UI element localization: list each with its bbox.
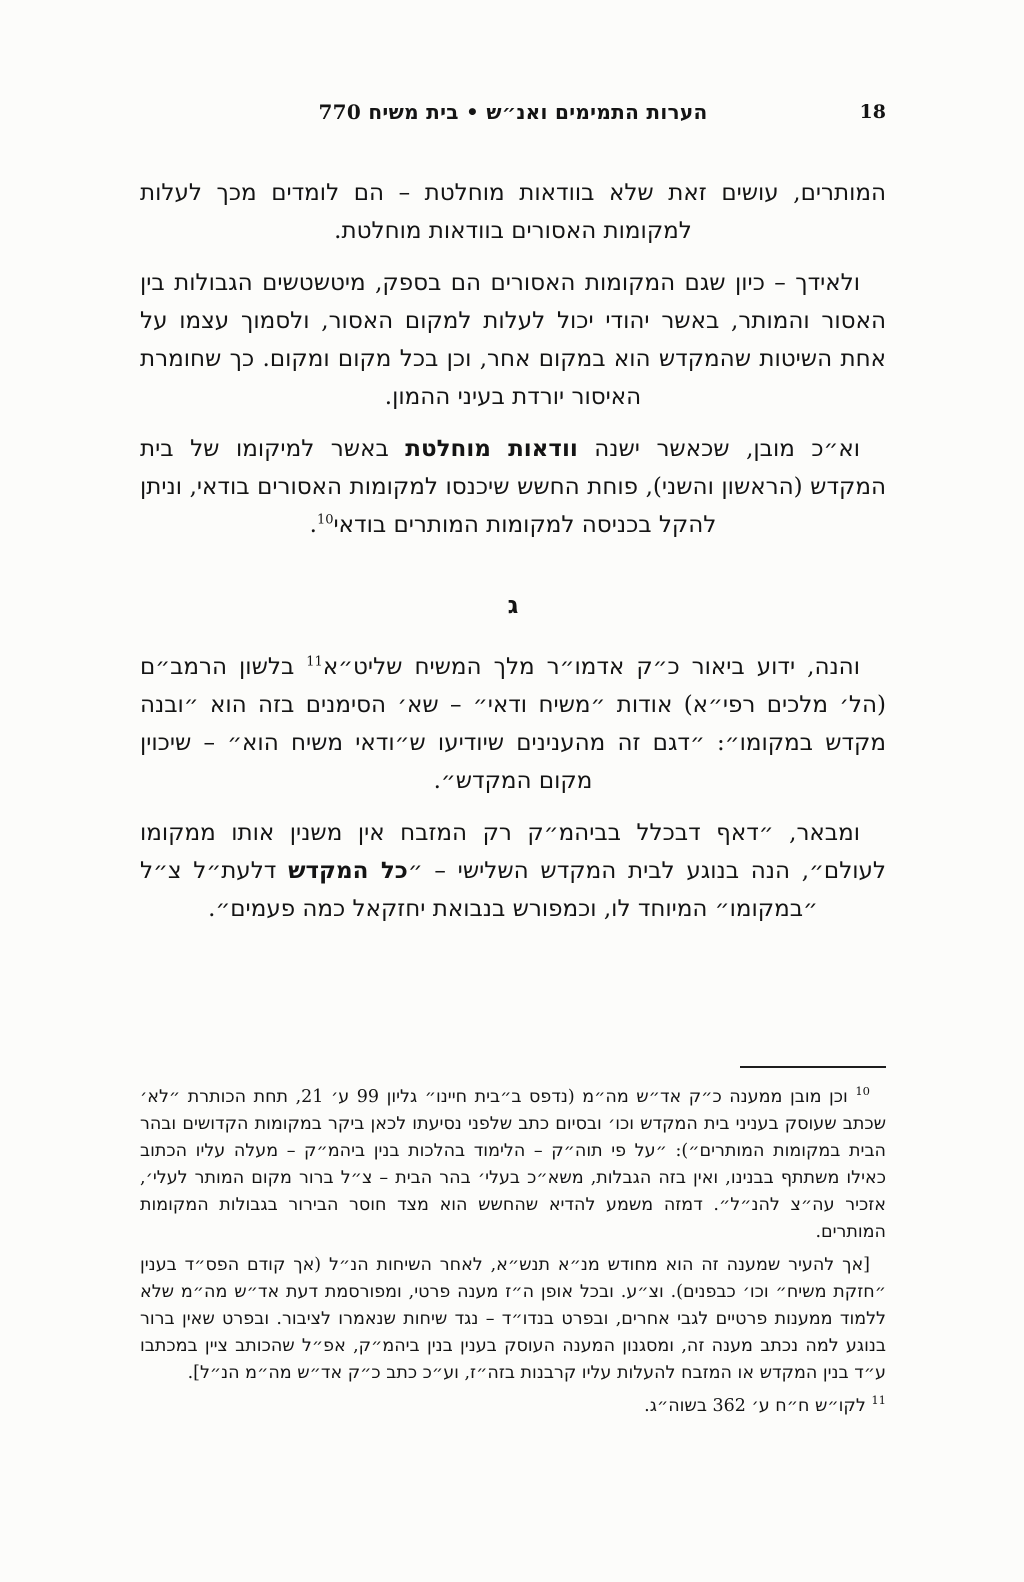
footnotes-section	[140, 1066, 886, 1420]
emphasized-text: כל המקדש	[288, 857, 408, 884]
text-segment: .	[309, 512, 317, 538]
footnote-reference-10: 10	[316, 512, 334, 528]
paragraph: ולאידך – כיון שגם המקומות האסורים הם בספק, מיטשטשים הגבולות בין האסור והמותר, באשר יהודי יכול לעלות למקום האסור, ולסמוך עצמו על אחת השיטות שהמקדש הוא במקום אחר, וכן בכל מקום ומקום. כך שחומרת האיסור יורדת בעיני ההמון.	[140, 270, 886, 410]
section-heading-gimel: ג	[507, 590, 519, 619]
paragraph	[140, 648, 886, 800]
page-number: 18	[859, 101, 886, 123]
paragraph	[140, 430, 886, 544]
emphasized-text: וודאות מוחלטת	[405, 435, 578, 462]
footnote-text: לקו״ש ח״ח ע׳ 362 בשוה״ג.	[644, 1396, 872, 1416]
text-segment: והנה, ידוע ביאור כ״ק אדמו״ר מלך המשיח שליט״א	[322, 654, 860, 680]
footnote-10-bracketed-note: [אך להעיר שמענה זה הוא מחודש מנ״א תנש״א, לאחר השיחות הנ״ל (אך קודם הפס״ד בענין ״חזקת משיח״ וכו׳ כבפנים). וצ״ע. ובכל אופן ה״ז מענה פרטי, ומפורסמת דעת אד״ש מה״מ שלא ללמוד ממענות פרטיים לגבי אחרים, ובפרט בנדו״ד – נגד שיחות שנאמרו לציבור. ובפרט שאין ברור בנוגע למה נכתב מענה זה, ומסגנון המענה העוסק בענין בנין ביהמ״ק, אפ״ל שהכותב ציין במכתבו ע״ד בנין המקדש או המזבח להעלות עליו קרבנות בזה״ז, וע״כ כתב כ״ק אד״ש מה״מ הנ״ל].	[140, 1255, 886, 1383]
footnote-11-marker: 11	[871, 1393, 886, 1408]
text-segment: באשר למיקומו של בית המקדש (הראשון והשני), פוחת החשש שיכנסו למקומות האסורים בודאי, וניתן להקל בכניסה למקומות המותרים בודאי	[140, 436, 886, 538]
main-text-column	[140, 174, 886, 928]
footnote-separator-rule	[740, 1066, 886, 1068]
running-header	[140, 100, 886, 132]
footnote-10-marker: 10	[855, 1084, 870, 1099]
footnote-10	[140, 1084, 886, 1246]
text-segment: בלשון הרמב״ם (הל׳ מלכים רפי״א) אודות ״משיח ודאי״ – שא׳ הסימנים בזה הוא ״ובנה מקדש במקומו״: ״דגם זה מהענינים שיודיעו ש״ודאי משיח הוא״ – שיכוין מקום המקדש״.	[140, 654, 886, 794]
text-segment: דלעת״ל צ״ל ״במקומו״ המיוחד לו, וכמפורש בנבואת יחזקאל כמה פעמים״.	[140, 858, 818, 922]
paragraph-continuation: המותרים, עושים זאת שלא בוודאות מוחלטת – הם לומדים מכך לעלות למקומות האסורים בוודאות מוחלטת.	[140, 180, 886, 244]
text-segment: ומבאר, ״דאף דבכלל בביהמ״ק רק המזבח אין משנין אותו ממקומו לעולם״, הנה בנוגע לבית המקדש השלישי – ״	[140, 820, 887, 884]
paragraph	[140, 814, 886, 928]
footnote-text: וכן מובן ממענה כ״ק אד״ש מה״מ (נדפס ב״בית חיינו״ גליון 99 ע׳ 21, תחת הכותרת ״לא׳ שכתב שעוסק בעניני בית המקדש וכו׳ ובסיום כתב שלפני נסיעתו לכאן ביקר במקומות הקדושים ובהר הבית במקומות המותרים״): ״על פי תוה״ק – הלימוד בהלכות בנין ביהמ״ק – מעלה עליו הכתוב כאילו משתתף בבנינו, ואין בזה הגבלות, משא״כ בעלי׳ בהר הבית – צ״ל ברור מקום המותר לעלי׳, אזכיר עה״צ להנ״ל״. דמזה משמע להדיא שהחשש הוא מצד חוסר הבירור בגבולות המקומות המותרים.	[140, 1087, 886, 1242]
text-segment: וא״כ מובן, שכאשר ישנה	[577, 436, 860, 462]
footnote-reference-11: 11	[306, 654, 323, 670]
footnote-11	[140, 1393, 886, 1420]
header-title: הערות התמימים ואנ״ש • בית משיח 770	[318, 100, 708, 124]
